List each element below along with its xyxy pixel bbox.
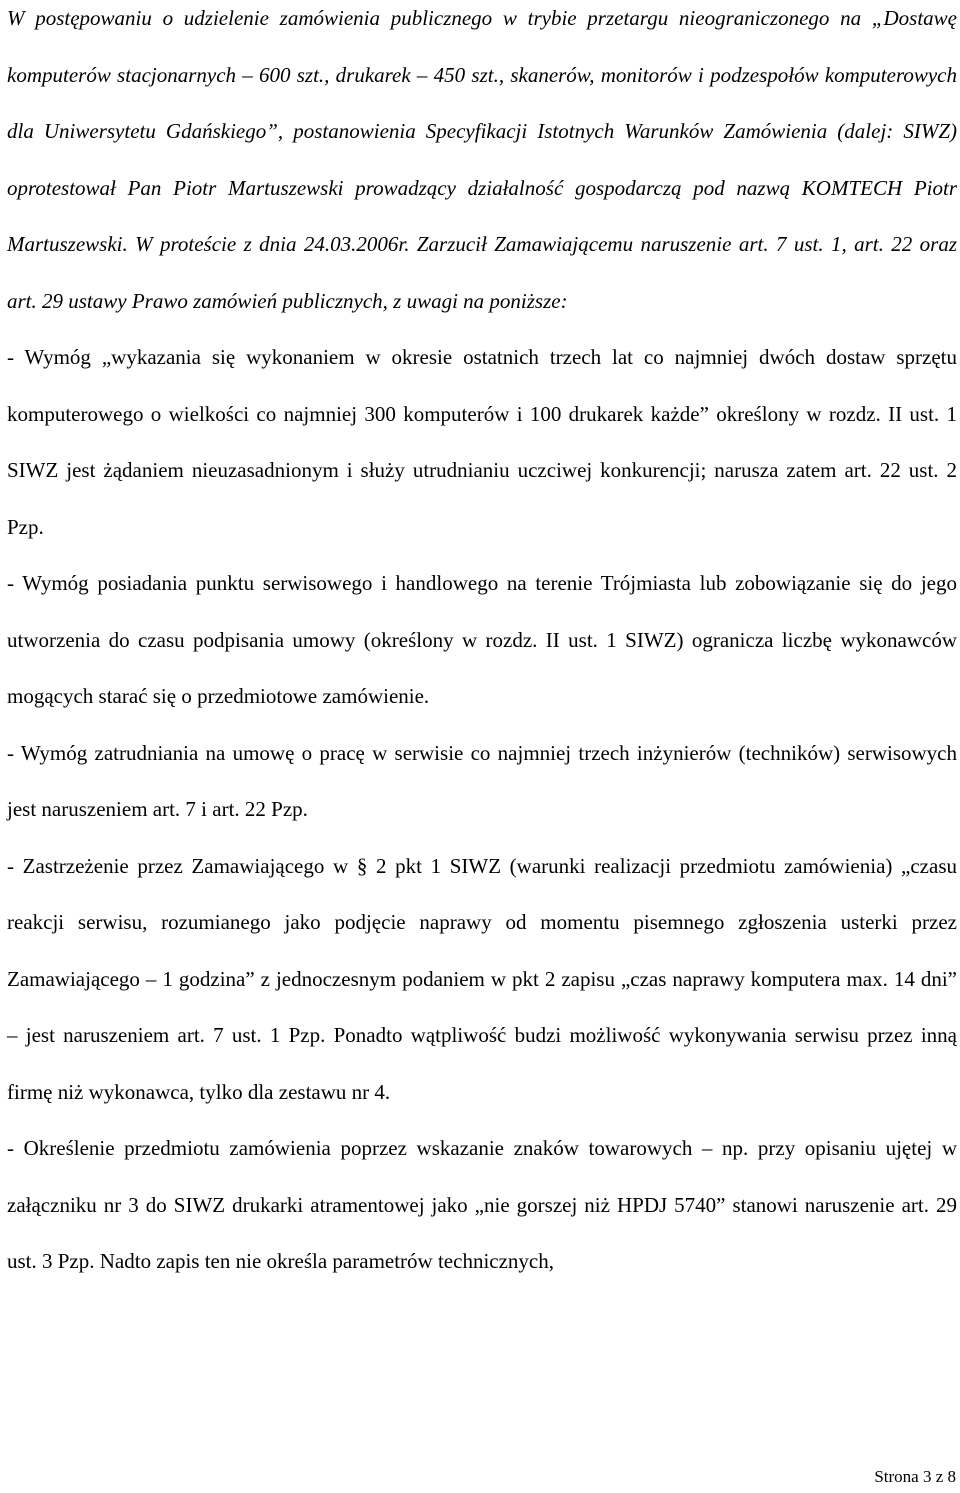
intro-paragraph: W postępowaniu o udzielenie zamówienia publicznego w trybie przetargu nieograniczonego na „Dostawę komputerów stacjonarnych – 600 szt., drukarek – 450 szt., skanerów, monitorów i podzespołów komputerowych dla Uniwersytetu Gdańskiego”, postanowienia Specyfikacji Istotnych Warunków Zamówienia (dalej: SIWZ) oprotestował Pan Piotr Martuszewski prowadzący działalność gospodarczą pod nazwą KOMTECH Piotr Martuszewski. W proteście z dnia 24.03.2006r. Zarzucił Zamawiającemu naruszenie art. 7 ust. 1, art. 22 oraz art. 29 ustawy Prawo zamówień publicznych, z uwagi na poniższe: [7,6,957,313]
objection-paragraph-3: - Wymóg zatrudniania na umowę o pracę w serwisie co najmniej trzech inżynierów (techników) serwisowych jest naruszeniem art. 7 i art. 22 Pzp. [7,740,957,821]
page-number: Strona 3 z 8 [874,1467,956,1486]
objection-paragraph-1: - Wymóg „wykazania się wykonaniem w okresie ostatnich trzech lat co najmniej dwóch dostaw sprzętu komputerowego o wielkości co najmniej 300 komputerów i 100 drukarek każde” określony w rozdz. II ust. 1 SIWZ jest żądaniem nieuzasadnionym i służy utrudnianiu uczciwej konkurencji; narusza zatem art. 22 ust. 2 Pzp. [7,345,957,539]
document-body [7,0,957,1290]
objection-paragraph-2: - Wymóg posiadania punktu serwisowego i handlowego na terenie Trójmiasta lub zobowiązanie się do jego utworzenia do czasu podpisania umowy (określony w rozdz. II ust. 1 SIWZ) ogranicza liczbę wykonawców mogących starać się o przedmiotowe zamówienie. [7,571,957,708]
objection-paragraph-4: - Zastrzeżenie przez Zamawiającego w § 2 pkt 1 SIWZ (warunki realizacji przedmiotu zamówienia) „czasu reakcji serwisu, rozumianego jako podjęcie naprawy od momentu pisemnego zgłoszenia usterki przez Zamawiającego – 1 godzina” z jednoczesnym podaniem w pkt 2 zapisu „czas naprawy komputera max. 14 dni” – jest naruszeniem art. 7 ust. 1 Pzp. Ponadto wątpliwość budzi możliwość wykonywania serwisu przez inną firmę niż wykonawca, tylko dla zestawu nr 4. [7,853,957,1104]
objection-paragraph-5: - Określenie przedmiotu zamówienia poprzez wskazanie znaków towarowych – np. przy opisaniu ujętej w załączniku nr 3 do SIWZ drukarki atramentowej jako „nie gorszej niż HPDJ 5740” stanowi naruszenie art. 29 ust. 3 Pzp. Nadto zapis ten nie określa parametrów technicznych, [7,1136,957,1273]
